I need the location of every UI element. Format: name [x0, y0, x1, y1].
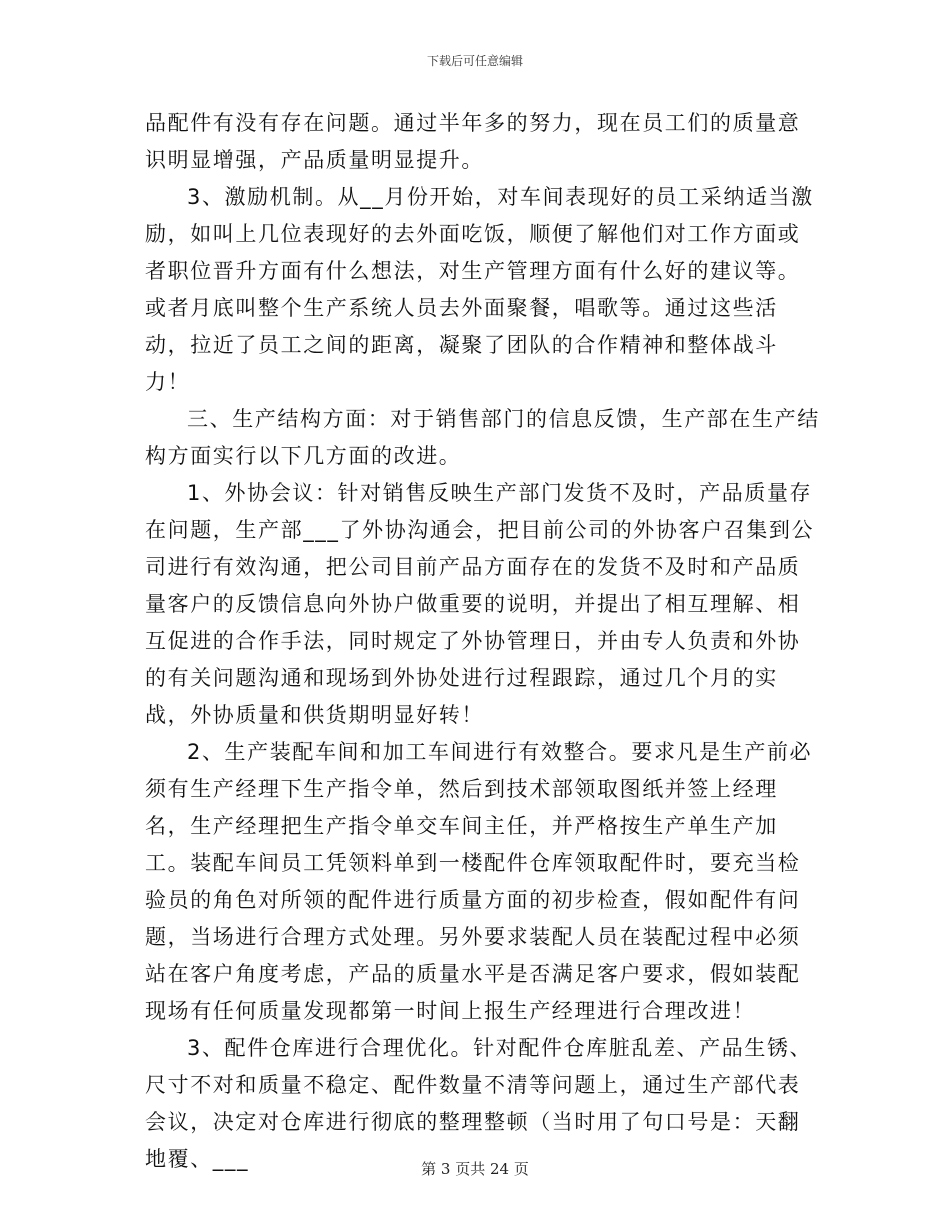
document-body	[145, 105, 820, 1178]
paragraph-outsourcing-meeting: 1、外协会议：针对销售反映生产部门发货不及时，产品质量存在问题，生产部___了外协沟通会，把目前公司的外协客户召集到公司进行有效沟通，把公司目前产品方面存在的发货不及时和产品质量客户的反馈信息向外协户做重要的说明，并提出了相互理解、相互促进的合作手法，同时规定了外协管理日，并由专人负责和外协的有关问题沟通和现场到外协处进行过程跟踪，通过几个月的实战，外协质量和供货期明显好转！	[145, 481, 815, 727]
paragraph-warehouse-optimization: 3、配件仓库进行合理优化。针对配件仓库脏乱差、产品生锈、尺寸不对和质量不稳定、配件数量不清等问题上，通过生产部代表会议，决定对仓库进行彻底的整理整顿（当时用了句口号是：天翻地覆、___	[145, 1036, 813, 1171]
paragraph-incentive-mechanism: 3、激励机制。从__月份开始，对车间表现好的员工采纳适当激励，如叫上几位表现好的去外面吃饭，顺便了解他们对工作方面或者职位晋升方面有什么想法，对生产管理方面有什么好的建议等。或者月底叫整个生产系统人员去外面聚餐，唱歌等。通过这些活动，拉近了员工之间的距离，凝聚了团队的合作精神和整体战斗力！	[145, 185, 814, 394]
page-header: 下载后可任意编辑	[426, 54, 523, 68]
page-number-footer: 第 3 页共 24 页	[421, 1160, 529, 1178]
paragraph-continuation: 品配件有没有存在问题。通过半年多的努力，现在员工们的质量意识明显增强，产品质量明显提升。	[145, 111, 801, 172]
paragraph-workshop-integration: 2、生产装配车间和加工车间进行有效整合。要求凡是生产前必须有生产经理下生产指令单，然后到技术部领取图纸并签上经理名，生产经理把生产指令单交车间主任，并严格按生产单生产加工。装配车间员工凭领料单到一楼配件仓库领取配件时，要充当检验员的角色对所领的配件进行质量方面的初步检查，假如配件有问题，当场进行合理方式处理。另外要求装配人员在装配过程中必须站在客户角度考虑，产品的质量水平是否满足客户要求，假如装配现场有任何质量发现都第一时间上报生产经理进行合理改进！	[145, 740, 813, 1023]
section-heading-production-structure: 三、生产结构方面：对于销售部门的信息反馈，生产部在生产结构方面实行以下几方面的改进。	[145, 407, 820, 468]
